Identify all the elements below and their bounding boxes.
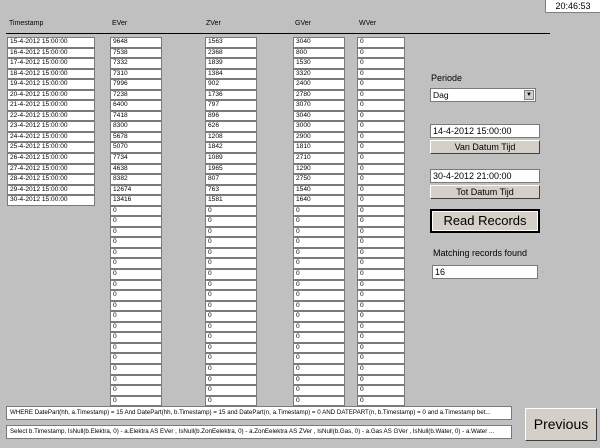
timestamp-cell[interactable]: 23-4-2012 15:00:00 (7, 121, 95, 132)
van-datum-input[interactable]: 14-4-2012 15:00:00 (430, 124, 540, 138)
header-timestamp: Timestamp (9, 20, 44, 27)
zver-cell[interactable]: 1208 (205, 132, 257, 143)
wver-cell[interactable]: 0 (357, 48, 405, 59)
zver-cell[interactable]: 0 (205, 385, 257, 396)
zver-cell[interactable]: 1581 (205, 195, 257, 206)
ever-cell[interactable]: 0 (110, 206, 162, 217)
timestamp-cell[interactable]: 21-4-2012 15:00:00 (7, 100, 95, 111)
zver-cell[interactable]: 0 (205, 311, 257, 322)
zver-cell[interactable]: 0 (205, 290, 257, 301)
wver-cell[interactable]: 0 (357, 206, 405, 217)
ever-cell[interactable]: 0 (110, 290, 162, 301)
zver-cell[interactable]: 1736 (205, 90, 257, 101)
gver-cell[interactable]: 0 (293, 364, 345, 375)
gver-cell[interactable]: 0 (293, 248, 345, 259)
read-records-button[interactable]: Read Records (430, 209, 540, 233)
gver-cell[interactable]: 0 (293, 216, 345, 227)
wver-cell[interactable]: 0 (357, 237, 405, 248)
zver-cell[interactable]: 0 (205, 343, 257, 354)
wver-cell[interactable]: 0 (357, 79, 405, 90)
timestamp-cell[interactable]: 20-4-2012 15:00:00 (7, 90, 95, 101)
ever-cell[interactable]: 0 (110, 322, 162, 333)
zver-cell[interactable]: 0 (205, 216, 257, 227)
wver-cell[interactable]: 0 (357, 227, 405, 238)
gver-cell[interactable]: 0 (293, 237, 345, 248)
zver-cell[interactable]: 0 (205, 248, 257, 259)
zver-cell[interactable]: 0 (205, 353, 257, 364)
ever-cell[interactable]: 5070 (110, 142, 162, 153)
ever-cell[interactable]: 0 (110, 216, 162, 227)
wver-cell[interactable]: 0 (357, 37, 405, 48)
timestamp-cell[interactable]: 30-4-2012 15:00:00 (7, 195, 95, 206)
zver-cell[interactable]: 0 (205, 206, 257, 217)
gver-cell[interactable]: 0 (293, 280, 345, 291)
ever-cell[interactable]: 8300 (110, 121, 162, 132)
timestamp-column (7, 37, 95, 206)
gver-cell[interactable]: 0 (293, 301, 345, 312)
dropdown-arrow-icon[interactable]: ▼ (524, 90, 534, 100)
ever-cell[interactable]: 7418 (110, 111, 162, 122)
gver-cell[interactable]: 0 (293, 206, 345, 217)
ever-cell[interactable]: 5678 (110, 132, 162, 143)
periode-value: Dag (433, 90, 449, 100)
ever-cell[interactable]: 7238 (110, 90, 162, 101)
wver-cell[interactable]: 0 (357, 185, 405, 196)
gver-cell[interactable]: 0 (293, 311, 345, 322)
wver-cell[interactable]: 0 (357, 322, 405, 333)
zver-cell[interactable]: 0 (205, 396, 257, 407)
zver-cell[interactable]: 0 (205, 280, 257, 291)
van-datum-button[interactable]: Van Datum Tijd (430, 140, 540, 154)
gver-cell[interactable]: 2750 (293, 174, 345, 185)
ever-cell[interactable]: 0 (110, 353, 162, 364)
wver-cell[interactable]: 0 (357, 100, 405, 111)
gver-cell[interactable]: 0 (293, 322, 345, 333)
wver-cell[interactable]: 0 (357, 58, 405, 69)
zver-cell[interactable]: 0 (205, 332, 257, 343)
ever-cell[interactable]: 0 (110, 280, 162, 291)
wver-cell[interactable]: 0 (357, 301, 405, 312)
gver-cell[interactable]: 1290 (293, 164, 345, 175)
ever-cell[interactable]: 0 (110, 237, 162, 248)
gver-cell[interactable]: 2780 (293, 90, 345, 101)
ever-cell[interactable]: 7332 (110, 58, 162, 69)
timestamp-cell[interactable]: 29-4-2012 15:00:00 (7, 185, 95, 196)
wver-cell[interactable]: 0 (357, 364, 405, 375)
gver-cell[interactable]: 0 (293, 269, 345, 280)
zver-cell[interactable]: 0 (205, 237, 257, 248)
ever-cell[interactable]: 0 (110, 396, 162, 407)
ever-cell[interactable]: 0 (110, 385, 162, 396)
gver-cell[interactable]: 1640 (293, 195, 345, 206)
ever-cell[interactable]: 0 (110, 343, 162, 354)
zver-cell[interactable]: 1842 (205, 142, 257, 153)
gver-cell[interactable]: 2400 (293, 79, 345, 90)
wver-cell[interactable]: 0 (357, 258, 405, 269)
ever-cell[interactable]: 7538 (110, 48, 162, 59)
header-divider (6, 33, 550, 34)
timestamp-cell[interactable]: 15-4-2012 15:00:00 (7, 37, 95, 48)
header-gver: GVer (295, 20, 311, 27)
wver-cell[interactable]: 0 (357, 164, 405, 175)
ever-cell[interactable]: 4638 (110, 164, 162, 175)
wver-cell[interactable]: 0 (357, 195, 405, 206)
gver-cell[interactable]: 3320 (293, 69, 345, 80)
zver-cell[interactable]: 1563 (205, 37, 257, 48)
periode-select[interactable] (430, 88, 536, 102)
gver-cell[interactable]: 0 (293, 396, 345, 407)
timestamp-cell[interactable]: 28-4-2012 15:00:00 (7, 174, 95, 185)
zver-cell[interactable]: 2368 (205, 48, 257, 59)
zver-column (205, 37, 257, 406)
wver-cell[interactable]: 0 (357, 132, 405, 143)
gver-cell[interactable]: 3040 (293, 37, 345, 48)
ever-cell[interactable]: 8382 (110, 174, 162, 185)
timestamp-cell[interactable]: 26-4-2012 15:00:00 (7, 153, 95, 164)
sql-select-field: Select b.Timestamp, IsNull(b.Elektra, 0) - a.Elektra AS EVer , IsNull(b.ZonEelektra, 0) - a.ZonEelektra AS ZVer , IsNull(b.Gas, 0) - a.Gas AS GVer , IsNull(b.Water, 0) - a.Water ... (6, 425, 512, 439)
zver-cell[interactable]: 1839 (205, 58, 257, 69)
timestamp-cell[interactable]: 24-4-2012 15:00:00 (7, 132, 95, 143)
gver-cell[interactable]: 3000 (293, 121, 345, 132)
gver-cell[interactable]: 3040 (293, 111, 345, 122)
gver-cell[interactable]: 0 (293, 332, 345, 343)
zver-cell[interactable]: 902 (205, 79, 257, 90)
timestamp-cell[interactable]: 17-4-2012 15:00:00 (7, 58, 95, 69)
ever-column (110, 37, 162, 406)
ever-cell[interactable]: 12674 (110, 185, 162, 196)
wver-cell[interactable]: 0 (357, 153, 405, 164)
matching-records-label: Matching records found (433, 248, 528, 258)
wver-cell[interactable]: 0 (357, 142, 405, 153)
zver-cell[interactable]: 797 (205, 100, 257, 111)
ever-cell[interactable]: 0 (110, 375, 162, 386)
ever-cell[interactable]: 13416 (110, 195, 162, 206)
zver-cell[interactable]: 0 (205, 301, 257, 312)
tot-datum-input[interactable]: 30-4-2012 21:00:00 (430, 169, 540, 183)
zver-cell[interactable]: 626 (205, 121, 257, 132)
wver-cell[interactable]: 0 (357, 69, 405, 80)
gver-cell[interactable]: 0 (293, 343, 345, 354)
tot-datum-button[interactable]: Tot Datum Tijd (430, 185, 540, 199)
ever-cell[interactable]: 7310 (110, 69, 162, 80)
timestamp-cell[interactable]: 18-4-2012 15:00:00 (7, 69, 95, 80)
ever-cell[interactable]: 0 (110, 301, 162, 312)
header-wver: WVer (359, 20, 377, 27)
zver-cell[interactable]: 1965 (205, 164, 257, 175)
wver-cell[interactable]: 0 (357, 375, 405, 386)
sql-where-field: WHERE DatePart(hh, a.Timestamp) = 15 And DatePart(hh, b.Timestamp) = 15 and DatePart(n, a.Timestamp) = 0 AND DATEPART(n, b.Timestamp) = 0 and a.Timestamp bet... (6, 406, 512, 420)
ever-cell[interactable]: 0 (110, 227, 162, 238)
zver-cell[interactable]: 0 (205, 375, 257, 386)
wver-cell[interactable]: 0 (357, 248, 405, 259)
gver-cell[interactable]: 3070 (293, 100, 345, 111)
header-zver: ZVer (206, 20, 221, 27)
timestamp-cell[interactable]: 27-4-2012 15:00:00 (7, 164, 95, 175)
ever-cell[interactable]: 0 (110, 269, 162, 280)
wver-cell[interactable]: 0 (357, 280, 405, 291)
wver-cell[interactable]: 0 (357, 385, 405, 396)
wver-cell[interactable]: 0 (357, 311, 405, 322)
zver-cell[interactable]: 763 (205, 185, 257, 196)
zver-cell[interactable]: 1384 (205, 69, 257, 80)
timestamp-cell[interactable]: 25-4-2012 15:00:00 (7, 142, 95, 153)
ever-cell[interactable]: 0 (110, 364, 162, 375)
wver-cell[interactable]: 0 (357, 332, 405, 343)
header-ever: EVer (112, 20, 128, 27)
ever-cell[interactable]: 0 (110, 311, 162, 322)
ever-cell[interactable]: 6400 (110, 100, 162, 111)
zver-cell[interactable]: 1089 (205, 153, 257, 164)
wver-cell[interactable]: 0 (357, 353, 405, 364)
zver-cell[interactable]: 896 (205, 111, 257, 122)
wver-cell[interactable]: 0 (357, 290, 405, 301)
gver-cell[interactable]: 0 (293, 353, 345, 364)
timestamp-cell[interactable]: 22-4-2012 15:00:00 (7, 111, 95, 122)
gver-cell[interactable]: 0 (293, 290, 345, 301)
zver-cell[interactable]: 0 (205, 322, 257, 333)
gver-cell[interactable]: 0 (293, 227, 345, 238)
wver-cell[interactable]: 0 (357, 111, 405, 122)
ever-cell[interactable]: 0 (110, 258, 162, 269)
gver-cell[interactable]: 1540 (293, 185, 345, 196)
gver-cell[interactable]: 0 (293, 375, 345, 386)
previous-button[interactable]: Previous (525, 408, 597, 441)
zver-cell[interactable]: 0 (205, 258, 257, 269)
ever-cell[interactable]: 7734 (110, 153, 162, 164)
zver-cell[interactable]: 0 (205, 269, 257, 280)
ever-cell[interactable]: 7996 (110, 79, 162, 90)
zver-cell[interactable]: 0 (205, 364, 257, 375)
gver-cell[interactable]: 2710 (293, 153, 345, 164)
gver-cell[interactable]: 1530 (293, 58, 345, 69)
gver-cell[interactable]: 800 (293, 48, 345, 59)
wver-cell[interactable]: 0 (357, 90, 405, 101)
gver-cell[interactable]: 0 (293, 258, 345, 269)
gver-cell[interactable]: 1810 (293, 142, 345, 153)
wver-cell[interactable]: 0 (357, 216, 405, 227)
ever-cell[interactable]: 0 (110, 248, 162, 259)
wver-cell[interactable]: 0 (357, 396, 405, 407)
wver-column (357, 37, 405, 406)
wver-cell[interactable]: 0 (357, 121, 405, 132)
periode-label: Periode (431, 73, 463, 83)
ever-cell[interactable]: 0 (110, 332, 162, 343)
timestamp-cell[interactable]: 19-4-2012 15:00:00 (7, 79, 95, 90)
zver-cell[interactable]: 0 (205, 227, 257, 238)
gver-cell[interactable]: 2900 (293, 132, 345, 143)
gver-cell[interactable]: 0 (293, 385, 345, 396)
matching-records-value: 16 (432, 265, 538, 279)
clock: 20:46:53 (545, 0, 600, 13)
wver-cell[interactable]: 0 (357, 269, 405, 280)
wver-cell[interactable]: 0 (357, 343, 405, 354)
ever-cell[interactable]: 9648 (110, 37, 162, 48)
timestamp-cell[interactable]: 16-4-2012 15:00:00 (7, 48, 95, 59)
gver-column (293, 37, 345, 406)
zver-cell[interactable]: 807 (205, 174, 257, 185)
wver-cell[interactable]: 0 (357, 174, 405, 185)
